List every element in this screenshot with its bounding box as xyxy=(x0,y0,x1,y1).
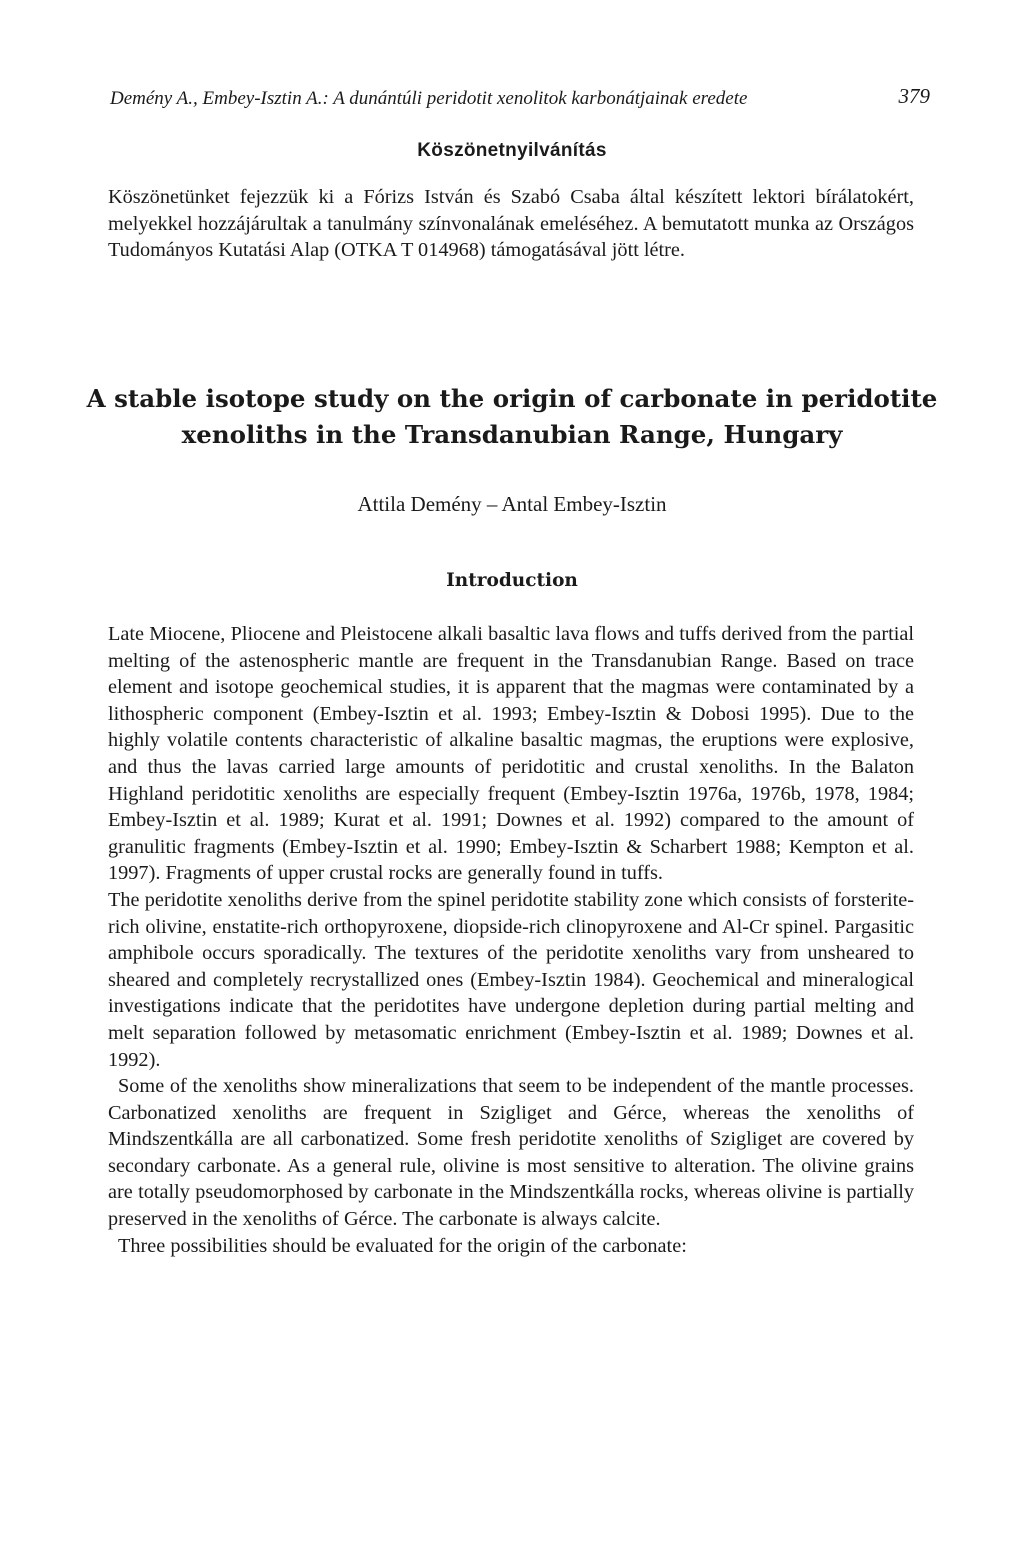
intro-paragraph: Late Miocene, Pliocene and Pleistocene alkali basaltic lava flows and tuffs derived from the partial melting of the astenospheric mantle are frequent in the Transdanubian Range. Based on trace element and isotope geochemical studies, it is apparent that the magmas were contaminated by a lithospheric component (Embey-Isztin et al. 1993; Embey-Isztin & Dobosi 1995). Due to the highly volatile contents characteristic of alkaline basaltic magmas, the eruptions were explosive, and thus the lavas carried large amounts of peridotitic and crustal xenoliths. In the Balaton Highland peridotitic xenoliths are especially frequent (Embey-Isztin 1976a, 1976b, 1978, 1984; Embey-Isztin et al. 1989; Kurat et al. 1991; Downes et al. 1992) compared to the amount of granulitic fragments (Embey-Isztin et al. 1990; Embey-Isztin & Scharbert 1988; Kempton et al. 1997). Fragments of upper crustal rocks are generally found in tuffs. xyxy=(108,623,914,885)
article-authors: Attila Demény – Antal Embey-Isztin xyxy=(357,492,667,516)
introduction-body xyxy=(108,621,914,1259)
article-title: A stable isotope study on the origin of carbonate in peridotite xenoliths in the Transdanubian Range, Hungary xyxy=(86,384,938,449)
acknowledgement-heading: Köszönetnyilvánítás xyxy=(417,140,607,161)
running-head: Demény A., Embey-Isztin A.: A dunántúli peridotit xenolitok karbonátjainak eredete xyxy=(110,88,748,109)
acknowledgement-paragraph: Köszönetünket fejezzük ki a Fórizs István és Szabó Csaba által készített lektori bírálatokért, melyekkel hozzájárultak a tanulmány színvonalának emeléséhez. A bemutatott munka az Országos Tudományos Kutatási Alap (OTKA T 014968) támogatásával jött létre. xyxy=(108,186,914,262)
page-number: 379 xyxy=(898,84,930,108)
acknowledgement-text xyxy=(108,184,914,264)
intro-paragraph: The peridotite xenoliths derive from the spinel peridotite stability zone which consists of forsterite-rich olivine, enstatite-rich orthopyroxene, diopside-rich clinopyroxene and Al-Cr spinel. Pargasitic amphibole occurs sporadically. The textures of the peridotite xenoliths vary from unsheared to sheared and completely recrystallized ones (Embey-Isztin 1984). Geochemical and mineralogical investigations indicate that the peridotites have undergone depletion during partial melting and melt separation followed by metasomatic enrichment (Embey-Isztin et al. 1989; Downes et al. 1992). xyxy=(108,888,914,1071)
introduction-heading: Introduction xyxy=(446,570,578,591)
intro-paragraph: Some of the xenoliths show mineralizations that seem to be independent of the mantle processes. Carbonatized xenoliths are frequent in Szigliget and Gérce, whereas the xenoliths of Mindszentkálla are all carbonatized. Some fresh peridotite xenoliths of Szigliget are covered by secondary carbonate. As a general rule, olivine is most sensitive to alteration. The olivine grains are totally pseudomorphosed by carbonate in the Mindszentkálla rocks, whereas olivine is partially preserved in the xenoliths of Gérce. The carbonate is always calcite. xyxy=(108,1075,914,1231)
intro-paragraph: Three possibilities should be evaluated for the origin of the carbonate: xyxy=(118,1234,687,1257)
